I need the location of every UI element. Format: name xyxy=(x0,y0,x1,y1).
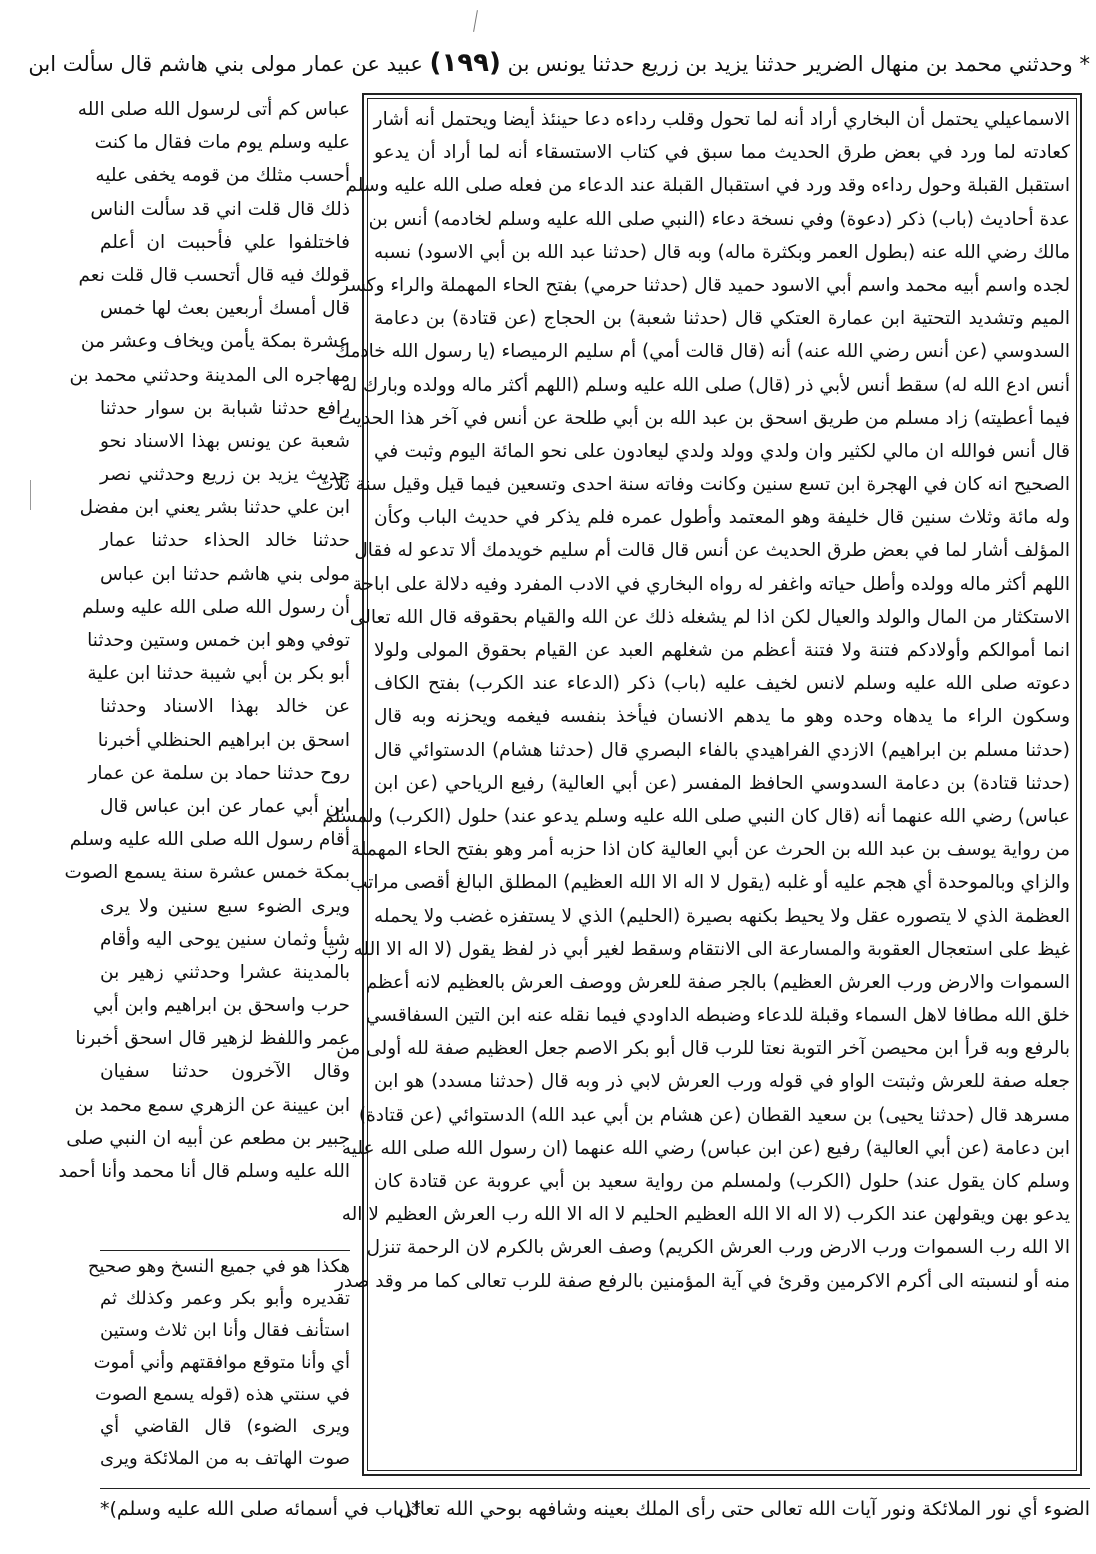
footer-text: الضوء أي نور الملائكة ونور آيات الله تعالى حتى رأى الملك بعينه وشافهه بوحي الله تعالى xyxy=(398,1498,1090,1520)
note-line: ويرى الضوء) قال القاضي أي xyxy=(100,1416,350,1437)
hadith-line: أن رسول الله صلى الله عليه وسلم xyxy=(82,596,350,618)
hadith-line: مولى بني هاشم حدثنا ابن عباس xyxy=(100,563,350,585)
commentary-line: غيظ على استعجال العقوبة والمسارعة الى الانتقام وسقط لغير أبي ذر لفظ يقول (لا اله الا الله رب xyxy=(321,938,1070,960)
hadith-line: أبو بكر بن أبي شيبة حدثنا ابن علية xyxy=(87,663,350,685)
commentary-line: دعوته صلى الله عليه وسلم لانس لخيف عليه (باب) ذكر (الدعاء عند الكرب) بفتح الكاف xyxy=(374,673,1070,695)
commentary-line: الا الله رب السموات ورب الارض ورب العرش الكريم) وصف العرش بالكرم لان الرحمة تنزل xyxy=(366,1237,1070,1259)
hadith-line: ذلك قال قلت اني قد سألت الناس xyxy=(90,198,350,220)
commentary-line: مسرهد قال (حدثنا يحيى) بن سعيد القطان (عن هشام بن أبي عبد الله) الدستوائي (عن قتادة) xyxy=(358,1104,1070,1126)
commentary-line: منه أو لنسبته الى أكرم الاكرمين وقرئ في آية المؤمنين بالرفع صفة للرب تعالى كما مر وقد صدر xyxy=(334,1270,1070,1292)
commentary-line: وسكون الراء ما يدهاه وحده وهو ما يدهم الانسان فيأخذ بنفسه فيغمه ويحزنه وبه قال xyxy=(374,706,1070,728)
commentary-line: المؤلف أشار لما في بعض طرق الحديث عن أنس قال قالت أم سليم خويدمك ألا تدعو له فقال xyxy=(354,540,1070,562)
hadith-line: شعبة عن يونس بهذا الاسناد نحو xyxy=(100,430,350,452)
commentary-line: وسلم كان يقول عند) حلول (الكرب) ولمسلم من رواية سعيد بن أبي عروبة عن قتادة كان xyxy=(374,1171,1070,1192)
commentary-line: اللهم أكثر ماله وولده وأطل حياته واغفر له رواه البخاري في الادب المفرد وفيه دلالة على اباحة xyxy=(352,573,1070,595)
hadith-line: ابن عيينة عن الزهري سمع محمد بن xyxy=(74,1094,350,1116)
hadith-line: أحسب مثلك من قومه يخفى عليه xyxy=(95,165,350,187)
commentary-line: الصحيح انه كان في الهجرة ابن تسع سنين وكانت وفاته سنة احدى وتسعين فيما قيل وقيل سنة ثلاث xyxy=(316,474,1070,496)
commentary-line: يدعو بهن ويقولهن عند الكرب (لا اله الا الله العظيم الحليم لا اله الا الله رب العرش العظيم لا اله xyxy=(341,1204,1070,1226)
commentary-frame xyxy=(316,93,1082,1476)
hadith-line: حدثنا خالد الحذاء حدثنا عمار xyxy=(100,530,350,552)
hadith-line: رافع حدثنا شبابة بن سوار حدثنا xyxy=(100,397,350,419)
hadith-line: عشرة بمكة يأمن ويخاف وعشر من xyxy=(80,331,350,353)
chapter-heading: *(باب في أسمائه صلى الله عليه وسلم)* xyxy=(100,1498,421,1520)
commentary-line: وله مائة وثلاث سنين قال خليفة وهو المعتمد وأطول عمره فلم يذكر في حديث الباب وكأن xyxy=(374,507,1070,529)
hadith-line: أقام رسول الله صلى الله عليه وسلم xyxy=(69,829,350,851)
hadith-line: فاختلفوا علي فأحببت ان أعلم xyxy=(100,231,350,253)
hadith-line: روح حدثنا حماد بن سلمة عن عمار xyxy=(88,762,350,784)
hadith-line: ويرى الضوء سبع سنين ولا يرى xyxy=(100,895,350,917)
commentary-line: الاسماعيلي يحتمل أن البخاري أراد أنه لما تحول وقلب رداءه دعا حينئذ أيضا ويحتمل أنه أشار xyxy=(373,109,1070,130)
hadith-line: الله عليه وسلم قال أنا محمد وأنا أحمد xyxy=(58,1161,350,1182)
commentary-line: أنس ادع الله له) سقط أنس لأبي ذر (قال) صلى الله عليه وسلم (اللهم أكثر ماله وولده وبارك له xyxy=(341,374,1070,396)
commentary-line: كعادته لما ورد في بعض طرق الحديث مما سبق في كتاب الاستسقاء أنه لما أراد أن يدعو xyxy=(374,142,1070,164)
commentary-line: جعله صفة للعرش وثبتت الواو في قوله ورب العرش لابي ذر وبه قال (حدثنا مسدد) هو ابن xyxy=(374,1071,1070,1093)
commentary-line: عباس) رضي الله عنهما أنه (قال كان النبي صلى الله عليه وسلم يدعو عند) حلول (الكرب) ولمسلم xyxy=(322,805,1070,827)
hadith-line: قولك فيه قال أتحسب قال قلت نعم xyxy=(78,264,350,286)
commentary-line: الاستكثار من المال والولد والعيال لكن اذا لم يشغله ذلك عن الله والقيام بحقوقه قال الله تعالى xyxy=(349,606,1070,628)
note-line: تقديره وأبو بكر وعمر وكذلك ثم xyxy=(100,1288,350,1309)
note-line: استأنف فقال وأنا ابن ثلاث وستين xyxy=(100,1320,350,1341)
commentary-line: قال أنس فوالله ان مالي لكثير وان ولدي وولد ولدي ليعادون على نحو المائة اليوم وثبت في xyxy=(374,440,1070,462)
page-footer xyxy=(100,1488,1090,1529)
hadith-line: بالمدينة عشرا وحدثني زهير بن xyxy=(100,961,350,983)
commentary-line: من رواية يوسف بن عبد الله بن الحرث عن أبي العالية كان اذا حزبه أمر وهو بفتح الحاء المهملة xyxy=(350,839,1070,861)
hadith-line: توفي وهو ابن خمس وستين وحدثنا xyxy=(87,630,350,651)
commentary-line: العظمة الذي لا يتصوره عقل ولا يحيط بكنهه بصيرة (الحليم) الذي لا يستفزه غضب ولا يحمله xyxy=(374,905,1070,927)
hadith-line: ابن علي حدثنا بشر يعني ابن مفضل xyxy=(79,497,350,519)
page-number: (١٩٩) xyxy=(429,48,501,78)
commentary-line: ابن دعامة (عن أبي العالية) رفيع (عن ابن عباس) رضي الله عنهما (ان رسول الله صلى الله عليه xyxy=(341,1137,1070,1159)
note-line: في سنتي هذه (قوله يسمع الصوت xyxy=(95,1384,350,1405)
commentary-line: استقبل القبلة وحول رداءه وقد ورد في استقبال القبلة عند الدعاء من فعله صلى الله عليه وسلم xyxy=(345,175,1070,197)
commentary-line: والزاي وبالموحدة أي هجم عليه أو غلبه (يقول لا اله الا الله العظيم) المطلق البالغ أقصى مراتب xyxy=(350,872,1070,894)
hadith-line: ابن أبي عمار عن ابن عباس قال xyxy=(100,795,350,817)
header-text-left: عبيد عن عمار مولى بني هاشم قال سألت ابن xyxy=(28,52,423,76)
hadith-line: عن خالد بهذا الاسناد وحدثنا xyxy=(100,696,350,718)
hadith-line: شيأ وثمان سنين يوحى اليه وأقام xyxy=(100,928,350,950)
page-header xyxy=(28,40,1090,86)
commentary-line: انما أموالكم وأولادكم فتنة ولا فتنة أعظم من شغلهم العبد عن القيام بحقوق المولى ولولا xyxy=(374,640,1070,661)
commentary-line: (حدثنا قتادة) بن دعامة السدوسي الحافظ المفسر (عن أبي العالية) رفيع الرياحي (عن ابن xyxy=(374,772,1070,794)
commentary-line: الميم وتشديد التحتية ابن عمارة العتكي قال (حدثنا شعبة) بن الحجاج (عن قتادة) بن دعامة xyxy=(374,308,1070,330)
hadith-line: عمر واللفظ لزهير قال اسحق أخبرنا xyxy=(75,1028,350,1050)
scan-mark xyxy=(473,10,478,32)
commentary-line: بالرفع وبه قرأ ابن محيصن آخر التوبة نعتا للرب قال أبو بكر الاصم جعل العظيم صفة لله أولى من xyxy=(336,1038,1070,1060)
hadith-line: مهاجره الى المدينة وحدثني محمد بن xyxy=(69,364,350,386)
note-line: أي وأنا متوقع موافقتهم وأني أموت xyxy=(93,1352,350,1373)
hadith-line: حديث يزيد بن زريع وحدثني نصر xyxy=(100,464,350,486)
hadith-line: وقال الآخرون حدثنا سفيان xyxy=(100,1061,350,1083)
note-line: هكذا هو في جميع النسخ وهو صحيح xyxy=(87,1256,350,1277)
hadith-line: حرب واسحق بن ابراهيم وابن أبي xyxy=(93,995,350,1017)
commentary-line: السموات والارض ورب العرش العظيم) بالجر صفة للعرش ووصف العرش بالعظيم لانه أعظم xyxy=(365,971,1070,993)
hadith-line: عباس كم أتى لرسول الله صلى الله xyxy=(77,99,350,120)
commentary-line: السدوسي (عن أنس رضي الله عنه) أنه (قال قالت أمي) أم سليم الرميصاء (يا رسول الله خادمك xyxy=(334,341,1070,363)
commentary-column xyxy=(316,98,1077,1471)
commentary-line: مالك رضي الله عنه (بطول العمر وبكثرة ماله) وبه قال (حدثنا عبد الله بن أبي الاسود) نسبه xyxy=(374,241,1070,263)
commentary-line: (حدثنا مسلم بن ابراهيم) الازدي الفراهيدي بالفاء البصري قال (حدثنا هشام) الدستوائي قال xyxy=(374,739,1070,761)
commentary-line: لجده واسم أبيه محمد واسم أبي الاسود حميد قال (حدثنا حرمي) بفتح الحاء المهملة والراء وكسر xyxy=(339,274,1070,296)
commentary-line: عدة أحاديث (باب) ذكر (دعوة) وفي نسخة دعاء (النبي صلى الله عليه وسلم لخادمه) أنس بن xyxy=(368,208,1070,230)
hadith-text-column xyxy=(58,93,350,1243)
hadith-line: اسحق بن ابراهيم الحنظلي أخبرنا xyxy=(97,729,350,751)
scan-mark-margin xyxy=(30,480,31,510)
note-line: صوت الهاتف به من الملائكة ويرى xyxy=(99,1448,350,1469)
margin-note xyxy=(87,1250,350,1477)
hadith-line: قال أمسك أربعين بعث لها خمس xyxy=(99,298,350,320)
hadith-line: بمكة خمس عشرة سنة يسمع الصوت xyxy=(64,862,350,884)
commentary-line: فيما أعطيته) زاد مسلم من طريق اسحق بن عبد الله بن أبي طلحة عن أنس في آخر هذا الحديث xyxy=(338,407,1070,429)
header-text-right: وحدثني محمد بن منهال الضرير حدثنا يزيد بن زريع حدثنا يونس بن xyxy=(507,52,1073,76)
hadith-line: جبير بن مطعم عن أبيه ان النبي صلى xyxy=(66,1127,350,1149)
header-star: * xyxy=(1079,52,1090,76)
commentary-line: خلق الله مطافا لاهل السماء وقبلة للدعاء وضبطه الداودي فيما نقله عنه ابن التين السفاقسي xyxy=(365,1005,1070,1027)
hadith-line: عليه وسلم يوم مات فقال ما كنت xyxy=(94,132,350,154)
